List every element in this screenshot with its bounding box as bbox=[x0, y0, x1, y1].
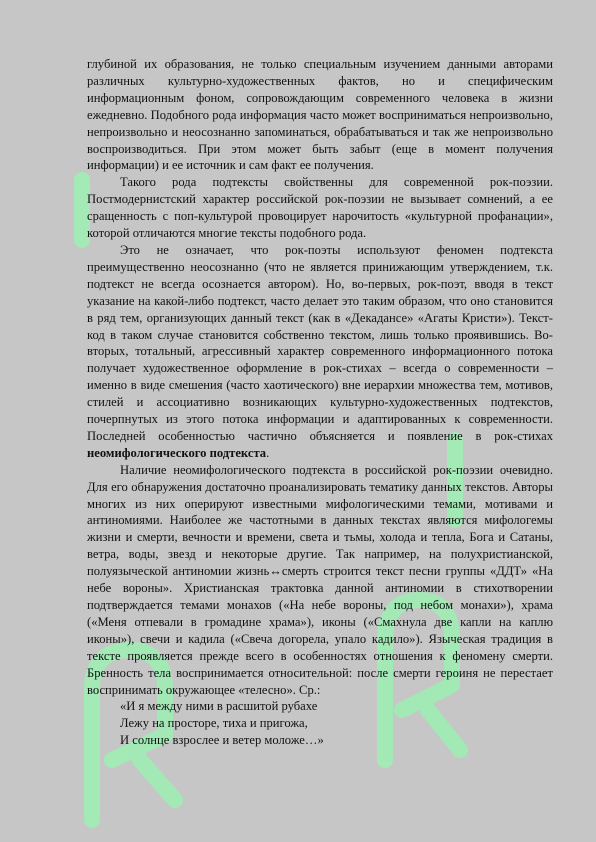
poem-line-3: И солнце взрослее и ветер моложе…» bbox=[120, 733, 324, 748]
paragraph-1 bbox=[87, 56, 553, 174]
poem-line-1: «И я между ними в расшитой рубахе bbox=[120, 699, 318, 714]
paragraph-2-text: Такого рода подтексты свойственны для современной рок-поэзии. Постмодернистский характер российской рок-поэзии не вызывает сомнений, а ее сращенность с поп-культурой провоцирует нарочитость «культурной профанации», которой отличаются многие тексты подобного рода. bbox=[87, 175, 553, 241]
poem-line-2: Лежу на просторе, тиха и пригожа, bbox=[120, 716, 308, 731]
paragraph-4 bbox=[87, 462, 553, 699]
poem-quote bbox=[120, 698, 553, 749]
paragraph-3 bbox=[87, 242, 553, 462]
paragraph-3-end: . bbox=[266, 445, 270, 460]
paragraph-3-text: Это не означает, что рок-поэты используют феномен подтекста преимущественно неосознанно (что не является принижающим утверждением, т.к. подтекст не всегда осознается автором). Но, во-первых, рок-поэт, вводя в текст указание на какой-либо подтекст, часто делает это таким образом, что оно становится в ряд тем, организующих данный текст (как в «Декадансе» «Агаты Кристи»). Текст-код в таком случае становится собственно текстом, лишь только проявившись. Во-вторых, тотальный, агрессивный характер современного информационного потока получает художественное оформление в рок-стихах – всегда о современности – именно в виде смешения (часто хаотического) вне иерархии множества тем, мотивов, стилей и ассоциативно возникающих культурно-художественных подтекстов, почерпнутых из этого потока информации и адаптированных к современности. Последней особенностью частично объясняется и появление в рок-стихах bbox=[87, 242, 553, 443]
document-body bbox=[87, 56, 553, 749]
paragraph-1-text: глубиной их образования, не только специальным изучением данными авторами различных культурно-художественных фактов, но и специфическим информационным фоном, сопровождающим современного человека в жизни ежедневно. Подобного рода информация часто может восприниматься непроизвольно, непроизвольно и неосознанно запоминаться, обрабатываться и так же непроизвольно воспроизводиться. При этом может быть забыт (еще в момент получения информации) и ее источник и сам факт ее получения. bbox=[87, 57, 553, 173]
paragraph-2 bbox=[87, 174, 553, 242]
bold-term: неомифологического подтекста bbox=[87, 445, 267, 460]
paragraph-4-text: Наличие неомифологического подтекста в российской рок-поэзии очевидно. Для его обнаружения достаточно проанализировать тематику данных текстов. Авторы многих из них оперируют известными мифологическими темами, мотивами и антиномиями. Наиболее же частотными в данных текстах являются мифологемы жизни и смерти, вечности и времени, света и тьмы, холода и тепла, Бога и Сатаны, ветра, воды, звезд и некоторые другие. Так например, на полухристианской, полуязыческой антиномии жизнь↔смерть строится текст песни группы «ДДТ» «На небе вороны». Христианская трактовка данной антиномии в стихотворении подтверждается темами монахов («На небе вороны, под небом монахи»), храма («Меня отпевали в громадине храма»), иконы («Смахнула две капли на каплю иконы»), свечи и кадила («Свеча догорела, упало кадило»). Языческая традиция в тексте проявляется прежде всего в особенностях отношения к феномену смерти. Бренность тела воспринимается относительной: после смерти героиня не перестает воспринимать окружающее «телесно». Ср.: bbox=[87, 462, 553, 697]
